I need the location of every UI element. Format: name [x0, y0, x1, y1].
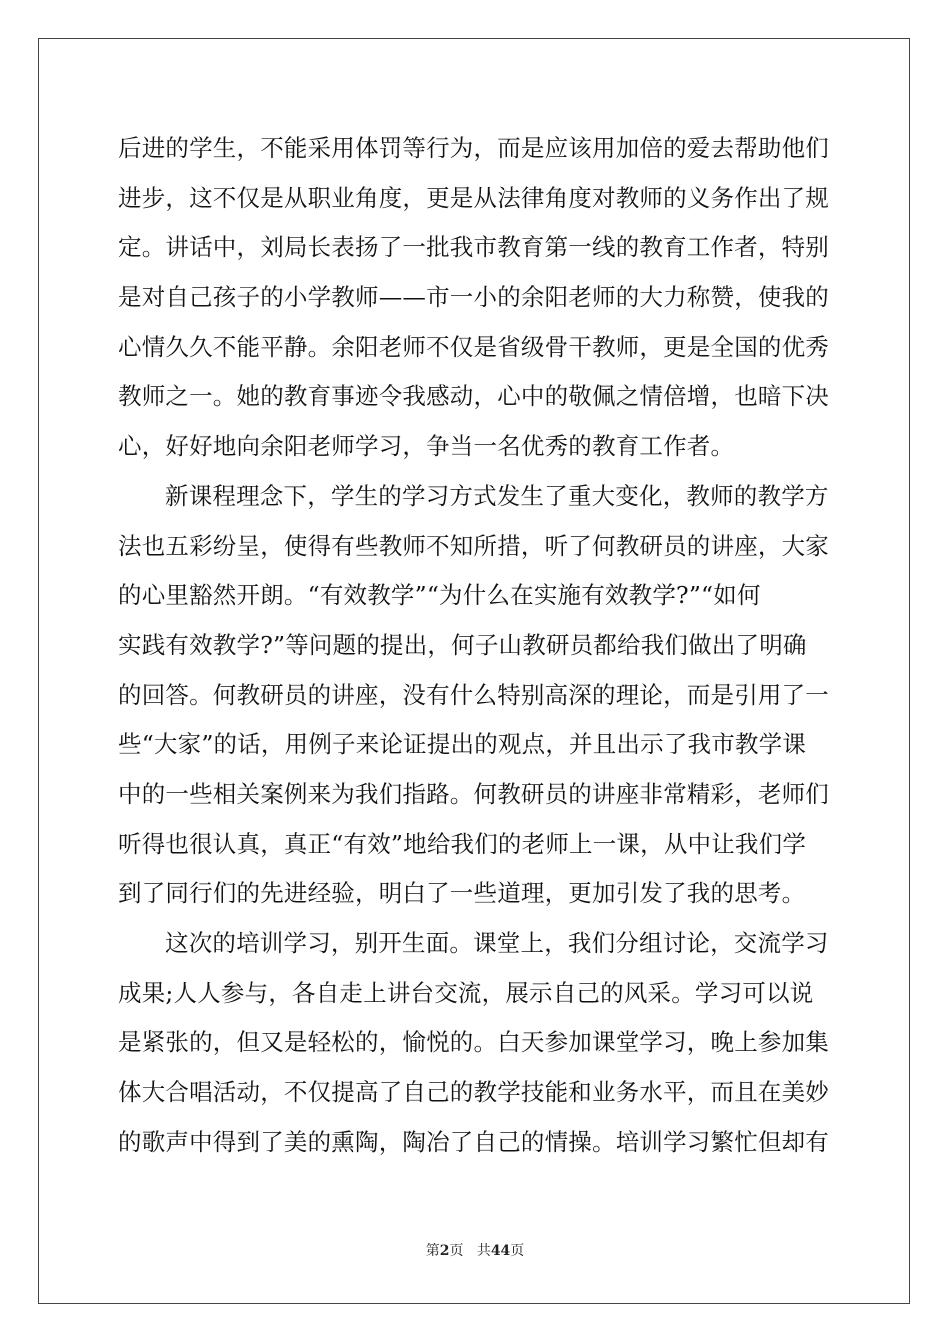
text-line: 法也五彩纷呈，使得有些教师不知所措，听了何教研员的讲座，大家	[118, 531, 829, 560]
document-body	[118, 124, 834, 1167]
total-prefix: 共	[476, 1243, 491, 1259]
text-line: 定。讲话中，刘局长表扬了一批我市教育第一线的教育工作者，特别	[118, 233, 829, 262]
text-line: 听得也很认真，真正“有效”地给我们的老师上一课，从中让我们学	[118, 829, 807, 858]
page-footer	[0, 1240, 950, 1260]
text-line: 的心里豁然开朗。“有效教学”“为什么在实施有效教学?”“如何	[118, 581, 761, 610]
text-line-paragraph-start: 新课程理念下，学生的学习方式发生了重大变化，教师的教学方	[165, 481, 829, 510]
text-line: 进步，这不仅是从职业角度，更是从法律角度对教师的义务作出了规	[118, 183, 829, 212]
text-line: 的歌声中得到了美的熏陶，陶冶了自己的情操。培训学习繁忙但却有	[118, 1127, 829, 1156]
text-line: 心情久久不能平静。余阳老师不仅是省级骨干教师，更是全国的优秀	[118, 332, 829, 361]
text-line-paragraph-start: 这次的培训学习，别开生面。课堂上，我们分组讨论，交流学习	[165, 929, 829, 957]
text-line: 到了同行们的先进经验，明白了一些道理，更加引发了我的思考。	[118, 879, 806, 908]
text-line: 实践有效教学?”等问题的提出，何子山教研员都给我们做出了明确	[118, 630, 807, 659]
text-line: 些“大家”的话，用例子来论证提出的观点，并且出示了我市教学课	[118, 730, 807, 759]
text-line: 成果;人人参与，各自走上讲台交流，展示自己的风采。学习可以说	[118, 978, 814, 1007]
text-line: 中的一些相关案例来为我们指路。何教研员的讲座非常精彩，老师们	[118, 779, 829, 808]
text-line: 是对自己孩子的小学教师——市一小的余阳老师的大力称赞，使我的	[118, 283, 829, 312]
total-pages: 44	[490, 1243, 511, 1259]
total-suffix: 页	[510, 1243, 525, 1259]
text-line: 是紧张的，但又是轻松的，愉悦的。白天参加课堂学习，晚上参加集	[118, 1028, 829, 1057]
text-line: 体大合唱活动，不仅提高了自己的教学技能和业务水平，而且在美妙	[118, 1078, 829, 1107]
text-line: 心，好好地向余阳老师学习，争当一名优秀的教育工作者。	[118, 432, 735, 461]
page-suffix: 页	[449, 1243, 464, 1259]
text-line: 后进的学生，不能采用体罚等行为，而是应该用加倍的爱去帮助他们	[118, 134, 829, 162]
page-number: 2	[439, 1243, 450, 1259]
text-line: 的回答。何教研员的讲座，没有什么特别高深的理论，而是引用了一	[118, 680, 829, 709]
page-prefix: 第	[425, 1243, 440, 1259]
text-line: 教师之一。她的教育事迹令我感动，心中的敬佩之情倍增，也暗下决	[118, 382, 829, 411]
